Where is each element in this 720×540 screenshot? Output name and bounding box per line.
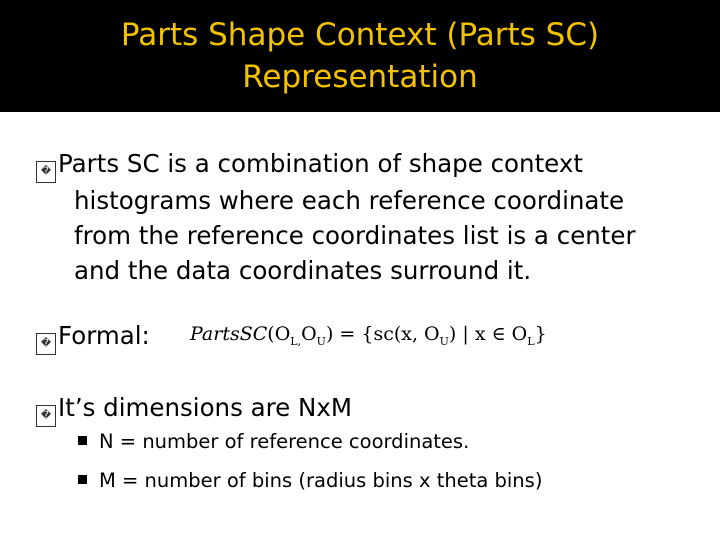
bullet-glyph-icon: �	[36, 333, 56, 355]
bullet-dimensions	[36, 390, 352, 427]
square-bullet-icon	[78, 436, 87, 445]
formula-part: ) = {sc(x, O	[325, 323, 440, 345]
formula-subscript: U	[316, 334, 326, 348]
bullet-glyph-icon: �	[36, 405, 56, 427]
sub-bullet-m	[78, 467, 542, 495]
bullet-line: and the data coordinates surround it.	[74, 256, 532, 285]
sub-bullet-text: N = number of reference coordinates.	[99, 430, 470, 453]
formula-subscript: L	[527, 334, 535, 348]
sub-bullet-n	[78, 428, 469, 456]
bullet-line	[36, 146, 696, 183]
bullet-text: It’s dimensions are NxM	[58, 393, 353, 422]
sub-bullet-text: M = number of bins (radius bins x theta bins)	[99, 469, 543, 492]
slide-title-line-2: Representation	[242, 59, 478, 95]
bullet-formal	[36, 318, 150, 355]
formula-lhs-name: PartsSC	[190, 323, 268, 345]
square-bullet-icon	[78, 475, 87, 484]
bullet-text: Formal:	[58, 321, 150, 350]
title-bar	[0, 0, 720, 112]
formula-part: (O	[267, 323, 291, 345]
formula-part: O	[301, 323, 317, 345]
formula-part: }	[534, 323, 547, 345]
bullet-text: Parts SC is a combination of shape context	[58, 149, 583, 178]
formula-subscript: L,	[290, 334, 302, 348]
parts-sc-formula	[190, 318, 547, 358]
bullet-glyph-icon: �	[36, 161, 56, 183]
bullet-parts-sc-definition	[36, 146, 696, 288]
slide-title-line-1: Parts Shape Context (Parts SC)	[120, 17, 600, 53]
bullet-line: histograms where each reference coordinate	[74, 186, 625, 215]
bullet-line: from the reference coordinates list is a center	[74, 221, 636, 250]
formula-subscript: U	[439, 334, 449, 348]
formula-part: ) | x ∈ O	[448, 323, 528, 345]
